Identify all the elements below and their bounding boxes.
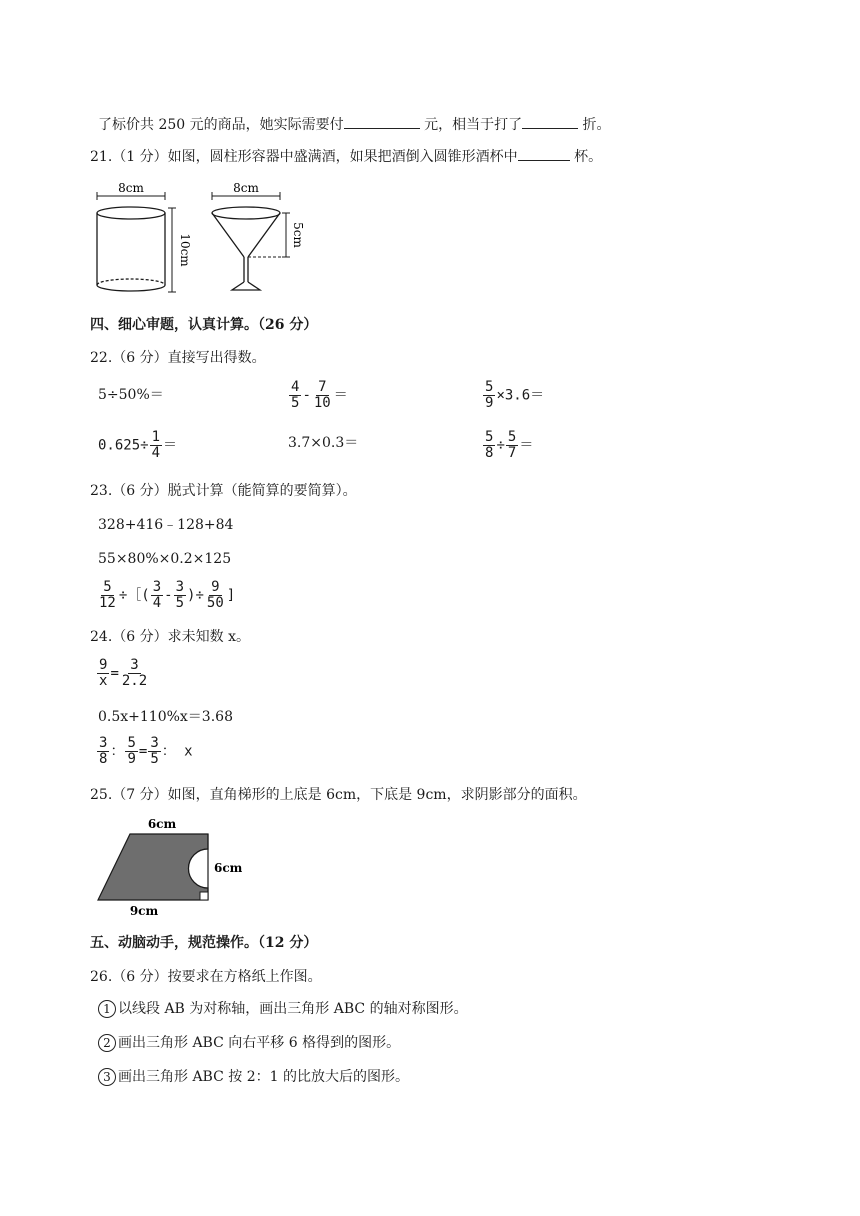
circled-number: 3 (98, 1068, 116, 1086)
fraction: $\frac{3}{8}$ (99, 735, 108, 767)
fraction: $\frac{4}{5}$ (291, 379, 300, 411)
q23-expr-1: 328+416﹣128+84 (98, 517, 234, 533)
top-base-label: 6cm (147, 817, 177, 831)
q23-expr-3: $\frac{5}{12}$ ÷［( $\frac{3}{4}$ - $\frac{3}{5}$ )÷ $\frac{9}{50}$ ] (99, 579, 236, 611)
cylinder-width-label: 8cm (118, 181, 144, 195)
fraction: $\frac{9}{x}$ (99, 657, 108, 689)
right-side-label: 6cm (214, 861, 242, 875)
circled-number: 2 (98, 1034, 116, 1052)
q24-expr-1: $\frac{9}{x}$ = $\frac{3}{2.2}$ (99, 657, 148, 689)
q20-text-3: 折。 (578, 117, 611, 133)
q23-title: 23.（6 分）脱式计算（能简算的要简算）。 (90, 483, 357, 499)
q26-item-1: 1 以线段 AB 为对称轴，画出三角形 ABC 的轴对称图形。 (98, 1000, 468, 1018)
cylinder-height-label: 10cm (178, 233, 192, 267)
q24-expr-2: 0.5x+110%x＝3.68 (98, 709, 233, 725)
q25-trapezoid-figure (92, 814, 242, 922)
q22-b1: 0.625÷ $\frac{1}{4}$ ＝ (98, 429, 178, 461)
q20-line (98, 114, 611, 134)
q20-blank-1 (344, 114, 420, 129)
fraction: $\frac{5}{9}$ (127, 735, 136, 767)
fraction: $\frac{9}{50}$ (206, 579, 224, 611)
q21-figure (88, 176, 308, 300)
cylinder-height-arrow (168, 208, 176, 292)
q25-title: 25.（7 分）如图，直角梯形的上底是 6cm，下底是 9cm，求阴影部分的面积。 (90, 787, 587, 803)
bottom-base-label: 9cm (129, 904, 159, 918)
cone-height-label: 5cm (291, 222, 305, 248)
cone-width-label: 8cm (233, 181, 259, 195)
circled-number: 1 (98, 1000, 116, 1018)
q21-line (90, 146, 602, 166)
fraction: $\frac{3}{4}$ (152, 579, 162, 611)
q20-text-2: 元，相当于打了 (419, 117, 523, 133)
fraction: $\frac{7}{10}$ (313, 379, 331, 411)
fraction: $\frac{1}{4}$ (151, 429, 161, 461)
q22-title: 22.（6 分）直接写出得数。 (90, 350, 266, 366)
fraction: $\frac{5}{7}$ (507, 429, 517, 461)
q26-title: 26.（6 分）按要求在方格纸上作图。 (90, 969, 322, 985)
fraction: $\frac{3}{2.2}$ (121, 657, 148, 689)
q22-a3: $\frac{5}{9}$ ×3.6＝ (485, 379, 545, 411)
section-5-heading: 五、动脑动手，规范操作。（12 分） (90, 935, 318, 951)
q22-b2: 3.7×0.3＝ (288, 435, 359, 451)
cone-glass-shape (212, 207, 280, 290)
right-angle-mark (200, 892, 208, 900)
q22-b3: $\frac{5}{8}$ ÷ $\frac{5}{7}$ ＝ (485, 429, 534, 461)
fraction: $\frac{5}{8}$ (485, 429, 494, 461)
q24-title: 24.（6 分）求未知数 x。 (90, 629, 250, 645)
q24-expr-3: $\frac{3}{8}$ ： $\frac{5}{9}$ = $\frac{3}{5}$ ： x (99, 735, 193, 767)
q26-item-3: 3 画出三角形 ABC 按 2：1 的比放大后的图形。 (98, 1068, 409, 1086)
q21-tail: 杯。 (569, 149, 603, 165)
q23-expr-2: 55×80%×0.2×125 (98, 551, 232, 567)
fraction: $\frac{3}{5}$ (150, 735, 159, 767)
q21-blank (518, 146, 570, 161)
fraction: $\frac{5}{12}$ (99, 579, 116, 611)
section-4-heading: 四、细心审题，认真计算。（26 分） (90, 317, 318, 333)
cone-height-arrow (282, 213, 290, 257)
q22-a1: 5÷50%＝ (98, 387, 164, 403)
q20-text-1: 了标价共 250 元的商品，她实际需要付 (98, 117, 344, 133)
q26-item-2: 2 画出三角形 ABC 向右平移 6 格得到的图形。 (98, 1034, 400, 1052)
fraction: $\frac{3}{5}$ (175, 579, 185, 611)
q20-blank-2 (522, 114, 578, 129)
q21-text: 21.（1 分）如图，圆柱形容器中盛满酒，如果把酒倒入圆锥形酒杯中 (90, 149, 518, 165)
cylinder-shape (97, 207, 165, 291)
q22-a2: $\frac{4}{5}$ - $\frac{7}{10}$ ＝ (291, 379, 348, 411)
fraction: $\frac{5}{9}$ (485, 379, 494, 411)
